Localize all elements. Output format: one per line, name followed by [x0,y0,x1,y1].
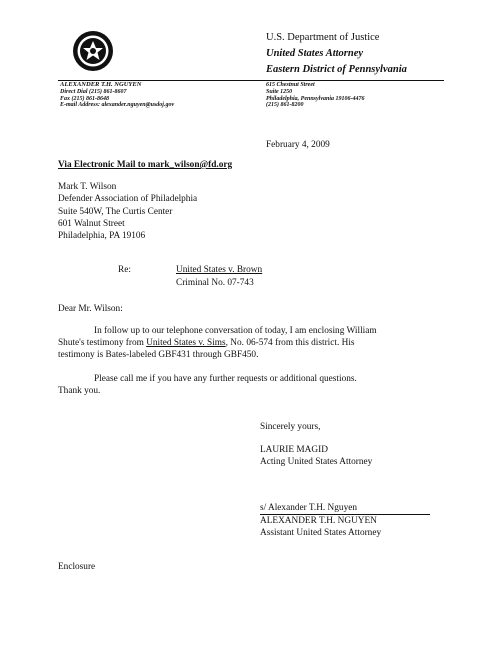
sender-name: ALEXANDER T.H. NGUYEN [60,81,142,88]
signer-title: Assistant United States Attorney [260,528,382,538]
paragraph-2-line-1: Please call me if you have any further requests or additional questions. [94,374,357,384]
recipient-line: Mark T. Wilson [58,182,117,192]
office-street: 615 Chestnut Street [266,82,315,88]
letterhead-district [266,62,407,78]
text-span: , No. 06-574 from this district. His [225,338,355,348]
paragraph-1-line-3: testimony is Bates-labeled GBF431 through GBF450. [58,350,259,360]
re-case-number: Criminal No. 07-743 [176,278,254,288]
signer-name: ALEXANDER T.H. NGUYEN [260,516,377,526]
office-name: United States Attorney [266,48,364,59]
recipient-line: Defender Association of Philadelphia [58,194,198,205]
office-phone: (215) 861-8200 [266,102,304,109]
recipient-address [58,181,197,242]
letterhead-office [266,46,363,62]
paragraph-1-line-2 [58,338,355,349]
enclosure-note: Enclosure [58,562,96,572]
re-label: Re: [118,265,131,275]
text-span: Shute's testimony from [58,338,147,348]
sender-direct-dial: Direct Dial (215) 861-8607 [60,88,127,95]
us-attorney-name: LAURIE MAGID [260,445,328,455]
district-name: Eastern District of Pennsylvania [266,64,407,75]
recipient-line: Philadelphia, PA 19106 [58,231,146,242]
re-case-name: United States v. Brown [176,265,263,275]
office-suite: Suite 1250 [266,88,293,95]
signature-line [260,514,430,515]
paragraph-1-line-1: In follow up to our telephone conversation of today, I am enclosing William [94,326,377,336]
office-city: Philadelphia, Pennsylvania 19106-4476 [266,95,365,102]
paragraph-2-line-2: Thank you. [58,386,101,396]
letterhead-department: U.S. Department of Justice [266,32,380,43]
sender-email: E-mail Address: alexander.nguyen@usdoj.gov [60,102,175,109]
us-attorney-title: Acting United States Attorney [260,457,373,467]
closing-sincerely: Sincerely yours, [260,422,321,432]
delivery-method: Via Electronic Mail to mark_wilson@fd.org [58,160,233,170]
office-address-block [266,82,365,109]
recipient-line: 601 Walnut Street [58,218,125,229]
sender-block [60,82,174,109]
doj-seal-icon [72,30,114,72]
recipient-line: Suite 540W, The Curtis Center [58,206,173,217]
salutation: Dear Mr. Wilson: [58,304,123,314]
sender-fax: Fax (215) 861-8648 [60,95,109,102]
case-citation: United States v. Sims [146,338,226,348]
letter-date: February 4, 2009 [266,140,330,150]
electronic-signature: s/ Alexander T.H. Nguyen [260,503,357,513]
